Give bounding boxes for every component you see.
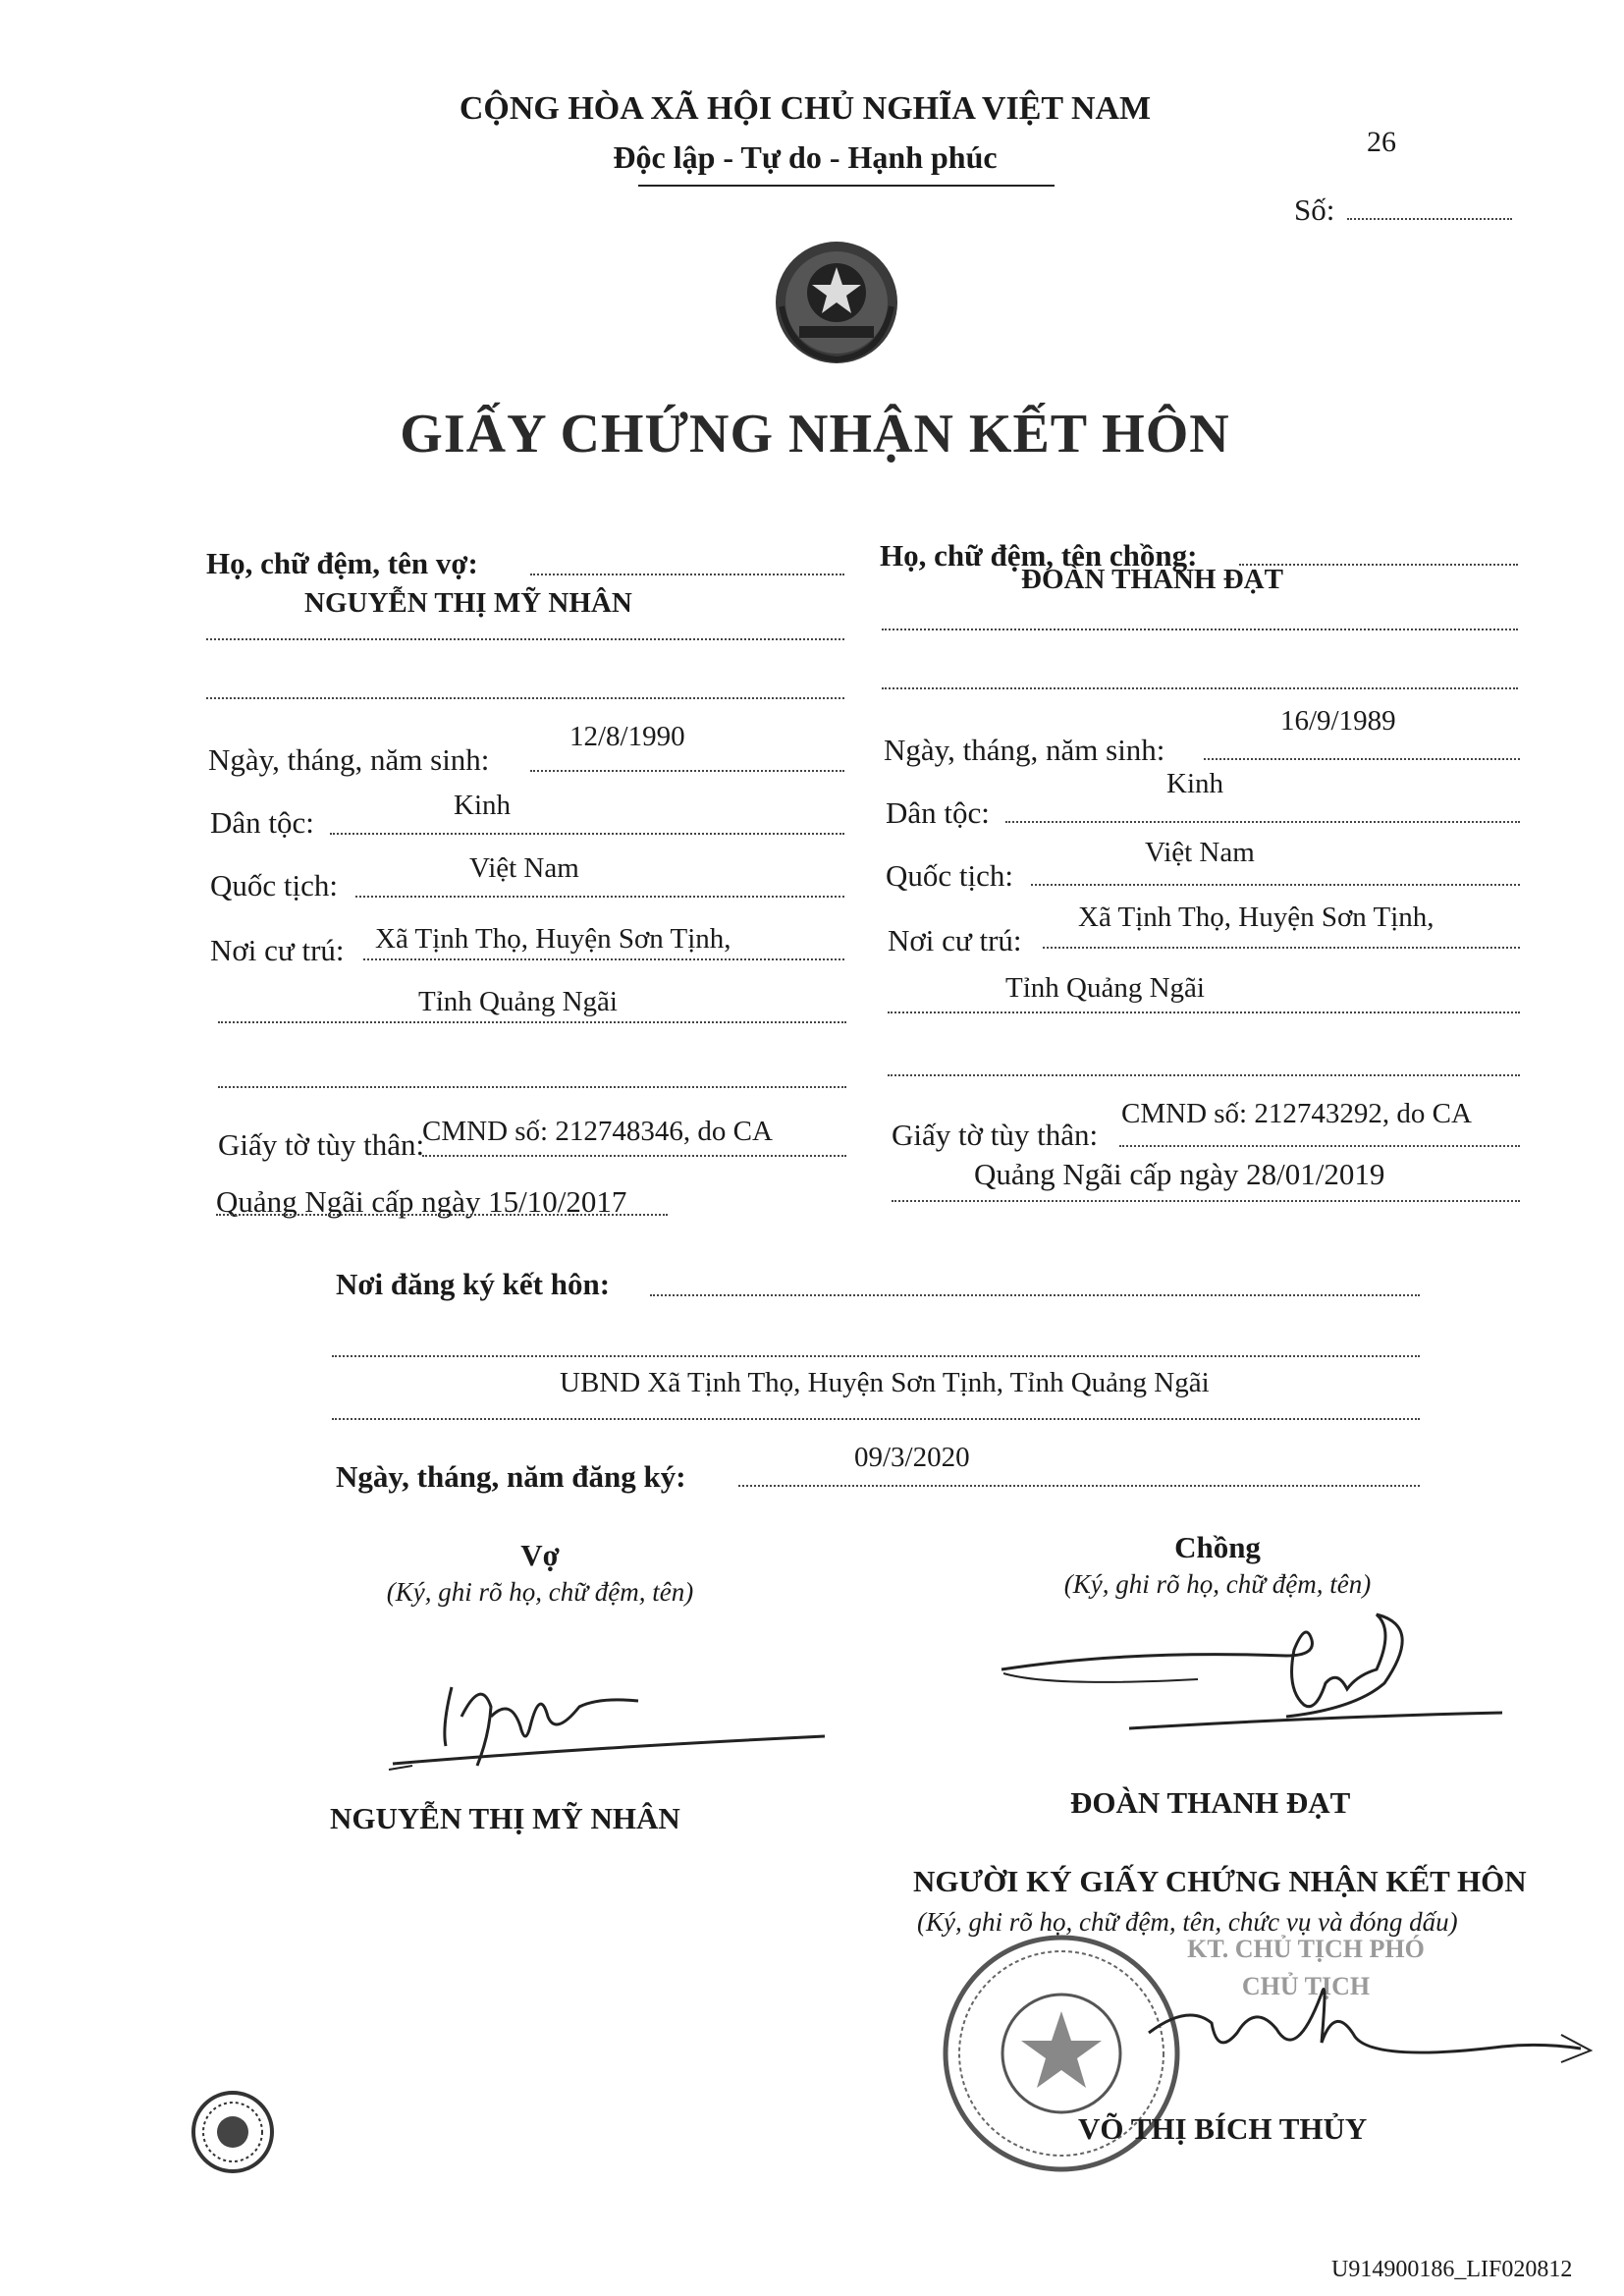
motto: Độc lập - Tự do - Hạnh phúc — [613, 139, 998, 175]
wife-id-line1: CMND số: 212748346, do CA — [422, 1116, 773, 1147]
husband-nationality-label: Quốc tịch: — [886, 858, 1013, 893]
signer-printed-name: VÕ THỊ BÍCH THỦY — [1078, 2111, 1368, 2146]
wife-name-dotline-2 — [206, 638, 844, 640]
wife-residence-label: Nơi cư trú: — [210, 933, 345, 967]
husband-residence-dotline — [1043, 947, 1520, 949]
husband-nationality: Việt Nam — [1145, 837, 1255, 868]
wife-name-dotline-3 — [206, 697, 844, 699]
husband-name-label: Họ, chữ đệm, tên chồng: — [880, 538, 1198, 573]
country-header: CỘNG HÒA XÃ HỘI CHỦ NGHĨA VIỆT NAM — [459, 90, 1152, 127]
wife-nationality: Việt Nam — [469, 852, 579, 884]
husband-signature-hint: (Ký, ghi rõ họ, chữ đệm, tên) — [1063, 1569, 1372, 1599]
certificate-number: 26 — [1367, 126, 1396, 158]
round-stamp-icon — [189, 2088, 277, 2176]
husband-residence-dotline-2 — [888, 1011, 1520, 1013]
husband-ethnicity: Kinh — [1166, 768, 1223, 799]
wife-ethnicity-dotline — [330, 833, 844, 835]
husband-name-dotline-3 — [882, 687, 1518, 689]
husband-residence-line1: Xã Tịnh Thọ, Huyện Sơn Tịnh, — [1078, 902, 1435, 933]
husband-residence-label: Nơi cư trú: — [888, 923, 1022, 957]
wife-dob-label: Ngày, tháng, năm sinh: — [208, 742, 490, 777]
signer-signature-icon — [1129, 1964, 1600, 2092]
registration-place-label: Nơi đăng ký kết hôn: — [336, 1267, 611, 1301]
wife-id-label: Giấy tờ tùy thân: — [218, 1127, 425, 1162]
wife-nationality-dotline — [355, 896, 844, 898]
registration-date-dotline — [738, 1485, 1420, 1487]
registration-place-dotline-3 — [332, 1418, 1420, 1420]
document-code: U914900186_LIF020812 — [1331, 2257, 1573, 2282]
signer-title-stamp: KT. CHỦ TỊCH PHÓ CHỦ TỊCH — [1187, 1935, 1425, 2000]
husband-dob-dotline — [1204, 758, 1520, 760]
husband-printed-name: ĐOÀN THANH ĐẠT — [1070, 1785, 1351, 1820]
husband-dob-label: Ngày, tháng, năm sinh: — [884, 733, 1165, 767]
number-dotline — [1347, 218, 1512, 220]
signer-hint: (Ký, ghi rõ họ, chữ đệm, tên, chức vụ và đóng dấu) — [917, 1907, 1458, 1937]
wife-residence-line1: Xã Tịnh Thọ, Huyện Sơn Tịnh, — [375, 923, 731, 955]
wife-residence-line2: Tỉnh Quảng Ngãi — [418, 986, 618, 1017]
registration-date-label: Ngày, tháng, năm đăng ký: — [336, 1459, 686, 1494]
document-title: GIẤY CHỨNG NHẬN KẾT HÔN — [400, 404, 1230, 465]
wife-residence-dotline — [363, 958, 844, 960]
registration-place: UBND Xã Tịnh Thọ, Huyện Sơn Tịnh, Tỉnh Quảng Ngãi — [560, 1367, 1210, 1398]
husband-dob: 16/9/1989 — [1280, 705, 1396, 737]
husband-id-dotline-2 — [892, 1200, 1520, 1202]
registration-place-dotline-2 — [332, 1355, 1420, 1357]
wife-printed-name: NGUYỄN THỊ MỸ NHÂN — [330, 1801, 680, 1835]
wife-residence-dotline-3 — [218, 1086, 846, 1088]
husband-residence-dotline-3 — [888, 1074, 1520, 1076]
signer-heading: NGƯỜI KÝ GIẤY CHỨNG NHẬN KẾT HÔN — [913, 1864, 1527, 1898]
husband-id-line2: Quảng Ngãi cấp ngày 28/01/2019 — [974, 1157, 1385, 1191]
wife-id-line2: Quảng Ngãi cấp ngày 15/10/2017 — [216, 1184, 627, 1219]
husband-ethnicity-label: Dân tộc: — [886, 795, 990, 830]
wife-signature-hint: (Ký, ghi rõ họ, chữ đệm, tên) — [386, 1577, 694, 1607]
registration-place-dotline — [650, 1294, 1420, 1296]
husband-nationality-dotline — [1031, 884, 1520, 886]
wife-ethnicity-label: Dân tộc: — [210, 805, 314, 840]
husband-signature-icon — [992, 1611, 1522, 1768]
husband-residence-line2: Tỉnh Quảng Ngãi — [1005, 972, 1205, 1004]
husband-name: ĐOÀN THANH ĐẠT — [1021, 564, 1283, 595]
wife-signature-icon — [383, 1638, 835, 1785]
motto-underline — [638, 185, 1055, 187]
registration-date: 09/3/2020 — [854, 1442, 970, 1473]
wife-residence-dotline-2 — [218, 1021, 846, 1023]
wife-id-dotline-2 — [216, 1214, 668, 1216]
wife-ethnicity: Kinh — [454, 790, 511, 821]
number-label: Số: — [1294, 192, 1335, 227]
wife-nationality-label: Quốc tịch: — [210, 868, 338, 902]
husband-signature-heading: Chồng — [1174, 1530, 1261, 1564]
wife-name-label: Họ, chữ đệm, tên vợ: — [206, 546, 478, 580]
wife-name: NGUYỄN THỊ MỸ NHÂN — [304, 587, 632, 619]
wife-dob: 12/8/1990 — [569, 721, 685, 752]
husband-ethnicity-dotline — [1005, 821, 1520, 823]
husband-id-line1: CMND số: 212743292, do CA — [1121, 1098, 1472, 1129]
husband-name-dotline-2 — [882, 629, 1518, 630]
wife-signature-heading: Vợ — [520, 1538, 560, 1572]
wife-dob-dotline — [530, 770, 844, 772]
wife-name-dotline — [530, 574, 844, 575]
wife-id-dotline — [422, 1155, 846, 1157]
national-emblem-icon — [772, 238, 901, 367]
husband-id-dotline — [1119, 1145, 1520, 1147]
husband-id-label: Giấy tờ tùy thân: — [892, 1118, 1099, 1152]
